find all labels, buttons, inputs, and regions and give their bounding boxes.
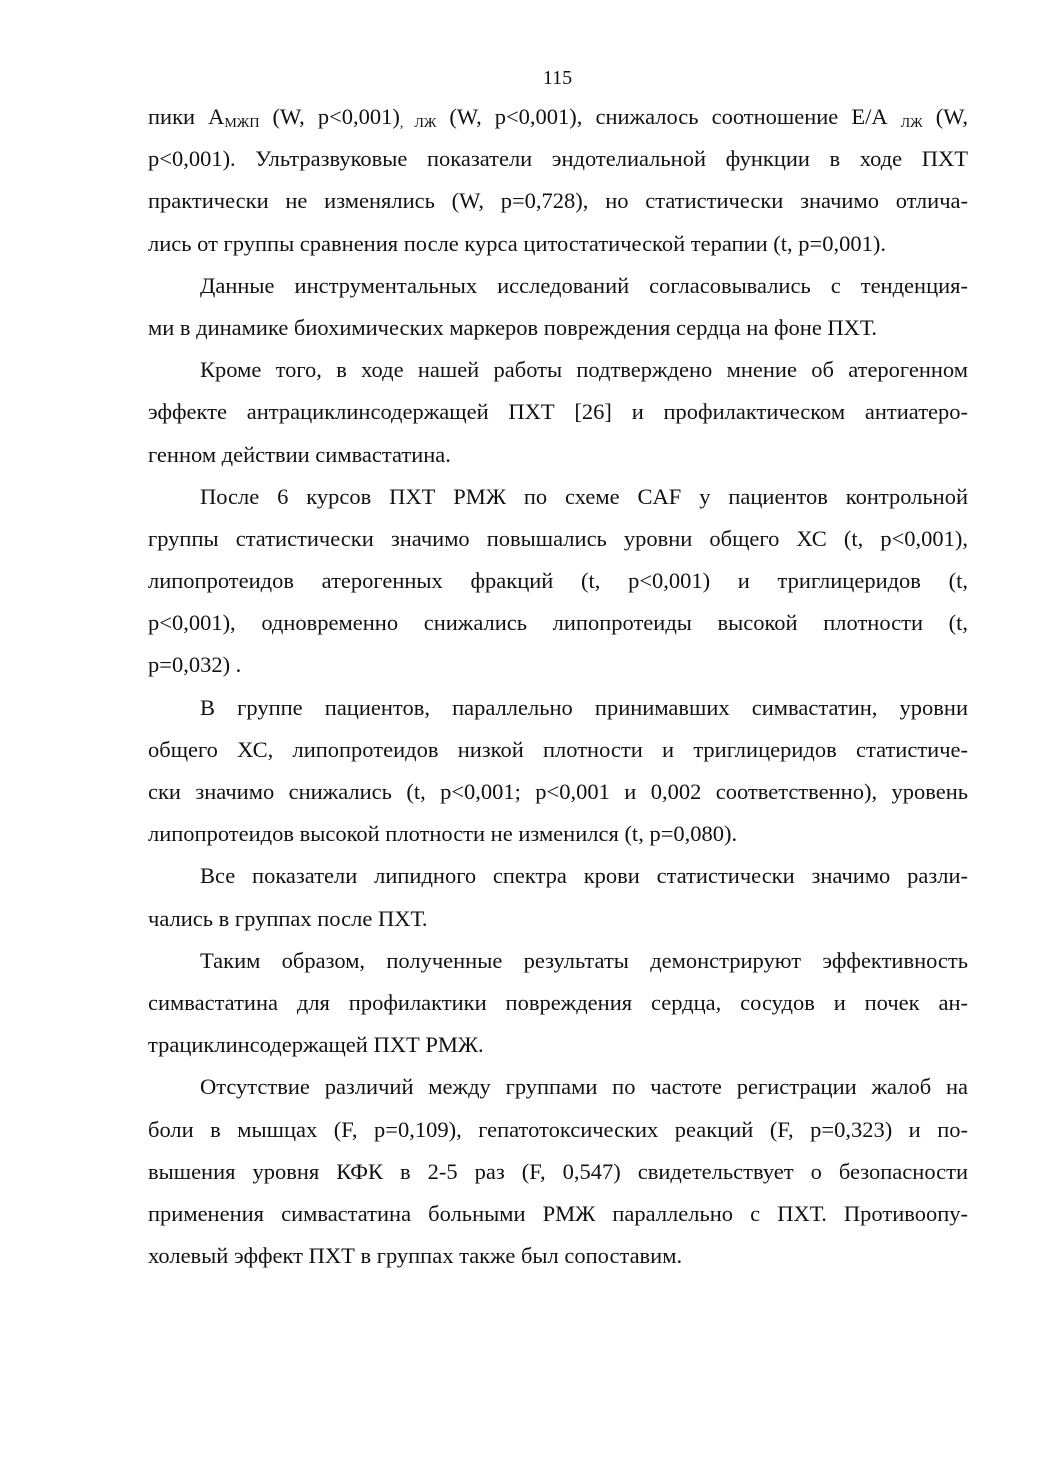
text-line <box>148 96 968 138</box>
text-line: эффекте антрациклинсодержащей ПХТ [26] и профилактическом антиатеро- <box>148 399 968 425</box>
text-line: генном действии симвастатина. <box>148 441 451 467</box>
text-line: общего ХС, липопротеидов низкой плотности и триглицеридов статистиче- <box>148 736 968 762</box>
text-line: практически не изменялись (W, p=0,728), но статистически значимо отлича- <box>148 188 968 214</box>
text-line: Кроме того, в ходе нашей работы подтверждено мнение об атерогенном <box>200 357 968 383</box>
text-line: Отсутствие различий между группами по частоте регистрации жалоб на <box>200 1074 968 1100</box>
text-line: холевый эффект ПХТ в группах также был сопоставим. <box>148 1243 683 1269</box>
text-line: группы статистически значимо повышались уровни общего ХС (t, p<0,001), <box>148 525 968 551</box>
text-line: липопротеидов атерогенных фракций (t, p<0,001) и триглицеридов (t, <box>148 568 968 594</box>
text-line: В группе пациентов, параллельно принимавших симвастатин, уровни <box>200 694 968 720</box>
text-line: трациклинсодержащей ПХТ РМЖ. <box>148 1032 484 1058</box>
text-line: боли в мышцах (F, p=0,109), гепатотоксических реакций (F, p=0,323) и по- <box>148 1116 968 1142</box>
text-line: вышения уровня КФК в 2-5 раз (F, 0,547) свидетельствует о безопасности <box>148 1158 968 1184</box>
text-fragment: (W, p<0,001) <box>259 104 400 129</box>
text-line: Данные инструментальных исследований согласовывались с тенденция- <box>200 272 968 298</box>
text-line: Таким образом, полученные результаты демонстрируют эффективность <box>200 947 968 973</box>
subscript: МЖП <box>224 116 260 131</box>
text-line: чались в группах после ПХТ. <box>148 905 428 931</box>
document-body <box>148 96 968 1277</box>
text-line: После 6 курсов ПХТ РМЖ по схеме CAF у пациентов контрольной <box>200 483 968 509</box>
text-line: Все показатели липидного спектра крови статистически значимо разли- <box>200 863 968 889</box>
text-fragment: (W, <box>922 104 969 129</box>
text-fragment: (W, p<0,001), снижалось соотношение Е/А <box>436 104 901 129</box>
text-line: p=0,032) . <box>148 652 242 678</box>
subscript: , ЛЖ <box>399 116 437 131</box>
text-line: применения симвастатина больными РМЖ параллельно с ПХТ. Противоопу- <box>148 1200 968 1226</box>
page-number: 115 <box>542 67 573 89</box>
text-line: лись от группы сравнения после курса цитостатической терапии (t, p=0,001). <box>148 230 886 256</box>
text-line: p<0,001), одновременно снижались липопротеиды высокой плотности (t, <box>148 610 968 636</box>
text-fragment: пики А <box>148 104 225 129</box>
text-line: ски значимо снижались (t, p<0,001; p<0,001 и 0,002 соответственно), уровень <box>148 779 968 804</box>
subscript: ЛЖ <box>900 116 923 131</box>
text-line: ми в динамике биохимических маркеров повреждения сердца на фоне ПХТ. <box>148 314 878 340</box>
text-line: симвастатина для профилактики повреждения сердца, сосудов и почек ан- <box>148 989 968 1015</box>
text-line: липопротеидов высокой плотности не изменился (t, p=0,080). <box>148 821 738 847</box>
text-line: p<0,001). Ультразвуковые показатели эндотелиальной функции в ходе ПХТ <box>148 146 968 172</box>
